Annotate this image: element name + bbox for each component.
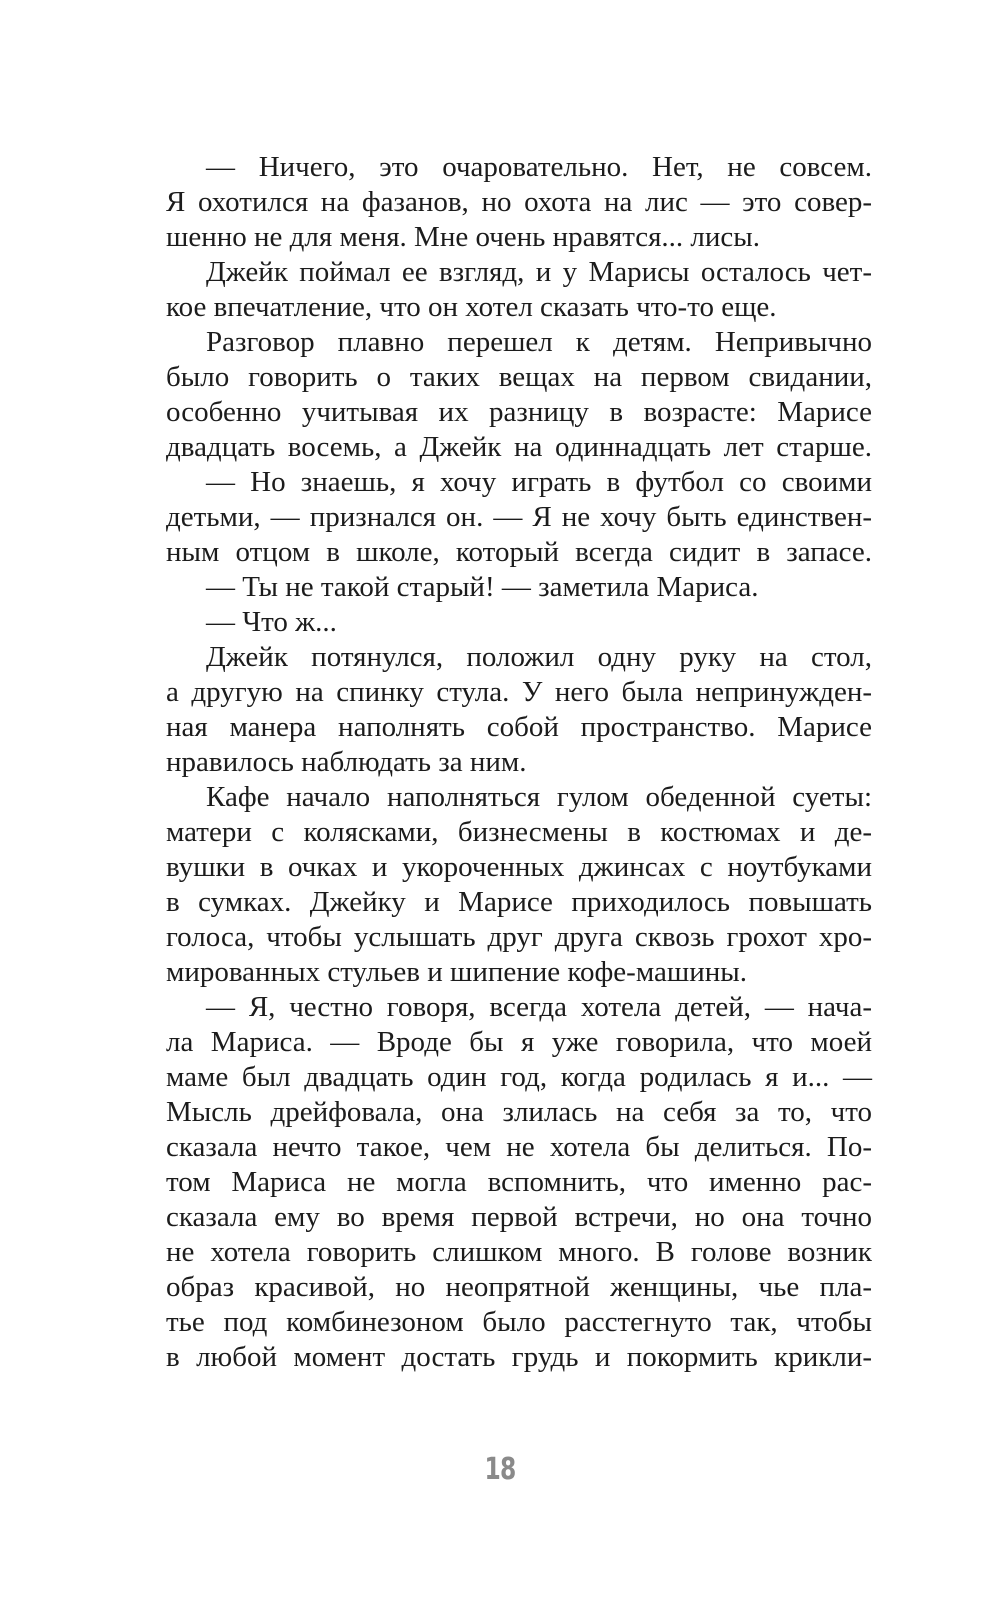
- text-line: вушки в очках и укороченных джинсах с ноутбуками: [166, 851, 872, 883]
- text-line: шенно не для меня. Мне очень нравятся... лисы.: [166, 221, 761, 253]
- text-line: ная манера наполнять собой пространство. Марисе: [166, 711, 872, 743]
- text-line: ла Мариса. — Вроде бы я уже говорила, что моей: [166, 1026, 872, 1058]
- text-line: кое впечатление, что он хотел сказать что-то еще.: [166, 291, 777, 323]
- text-line: — Ты не такой старый! — заметила Мариса.: [206, 571, 759, 603]
- text-line: сказала нечто такое, чем не хотела бы делиться. По-: [166, 1131, 872, 1163]
- text-line: мированных стульев и шипение кофе-машины.: [166, 956, 747, 988]
- text-line: — Ничего, это очаровательно. Нет, не совсем.: [206, 151, 872, 183]
- text-line: ным отцом в школе, который всегда сидит в запасе.: [166, 536, 872, 568]
- text-line: детьми, — признался он. — Я не хочу быть единствен-: [166, 501, 872, 533]
- body-text: [166, 150, 872, 1375]
- text-line: двадцать восемь, а Джейк на одиннадцать лет старше.: [166, 431, 872, 463]
- text-line: не хотела говорить слишком много. В голове возник: [166, 1236, 872, 1268]
- text-line: в любой момент достать грудь и покормить крикли-: [166, 1341, 872, 1373]
- text-line: было говорить о таких вещах на первом свидании,: [166, 361, 872, 393]
- text-line: том Мариса не могла вспомнить, что именно рас-: [166, 1166, 872, 1198]
- text-line: голоса, чтобы услышать друг друга сквозь грохот хро-: [166, 921, 872, 953]
- text-line: особенно учитывая их разницу в возрасте: Марисе: [166, 396, 872, 428]
- text-line: Кафе начало наполняться гулом обеденной суеты:: [206, 781, 872, 813]
- text-line: в сумках. Джейку и Марисе приходилось повышать: [166, 886, 872, 918]
- page-number: 18: [484, 1452, 516, 1487]
- text-line: нравилось наблюдать за ним.: [166, 746, 527, 778]
- text-line: Я охотился на фазанов, но охота на лис — это совер-: [166, 186, 872, 218]
- text-line: — Я, честно говоря, всегда хотела детей, — нача-: [206, 991, 872, 1023]
- text-line: Мысль дрейфовала, она злилась на себя за то, что: [166, 1096, 872, 1128]
- text-line: Джейк потянулся, положил одну руку на стол,: [206, 641, 872, 673]
- text-line: тье под комбинезоном было расстегнуто так, чтобы: [166, 1306, 872, 1338]
- text-line: образ красивой, но неопрятной женщины, чье пла-: [166, 1271, 872, 1303]
- text-line: маме был двадцать один год, когда родилась я и... —: [166, 1061, 872, 1093]
- text-line: матери с колясками, бизнесмены в костюмах и де-: [166, 816, 872, 848]
- text-line: Разговор плавно перешел к детям. Непривычно: [206, 326, 872, 358]
- text-line: а другую на спинку стула. У него была непринужден-: [166, 676, 872, 708]
- text-line: — Но знаешь, я хочу играть в футбол со своими: [206, 466, 872, 498]
- text-line: — Что ж...: [206, 606, 337, 638]
- text-line: Джейк поймал ее взгляд, и у Марисы осталось чет-: [206, 256, 872, 288]
- text-line: сказала ему во время первой встречи, но она точно: [166, 1201, 872, 1233]
